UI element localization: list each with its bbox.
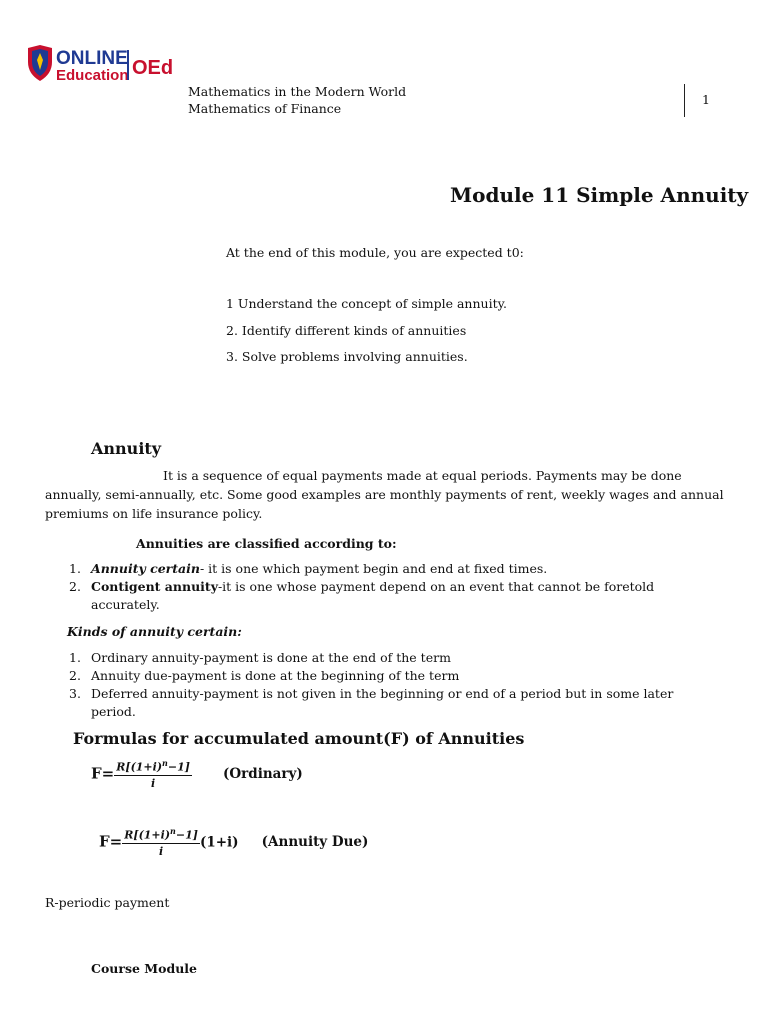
classification-list bbox=[69, 560, 721, 614]
objectives-intro: At the end of this module, you are expected t0: bbox=[226, 245, 524, 260]
kinds-list bbox=[69, 649, 721, 721]
formulas-heading: Formulas for accumulated amount(F) of Annuities bbox=[73, 729, 525, 748]
objective-item: 3. Solve problems involving annuities. bbox=[226, 349, 468, 364]
annuity-due-label: (Annuity Due) bbox=[261, 834, 369, 851]
annuity-due-formula: F= $\frac{R[(1+i)^n-1]}{i}$ (1+i) (Annuity Due) bbox=[99, 826, 369, 858]
annuity-definition: It is a sequence of equal payments made at equal periods. Payments may be done annually, semi-annually, etc. Some good examples are monthly payments of rent, weekly wages and annual premiums on life insurance policy. bbox=[45, 468, 724, 521]
header-course: Mathematics in the Modern World bbox=[188, 84, 407, 99]
page-number-divider bbox=[684, 84, 685, 117]
kinds-heading: Kinds of annuity certain: bbox=[67, 624, 242, 639]
list-item: 2. Annuity due-payment is done at the beginning of the term bbox=[69, 668, 460, 683]
course-module-footer: Course Module bbox=[91, 961, 198, 976]
formula-fraction: $\frac{R[(1+i)^n-1]}{i}$ bbox=[116, 758, 190, 790]
list-item: 3. Deferred annuity-payment is not given in the beginning or end of a period but in some later period. bbox=[69, 686, 674, 719]
formula-fraction: $\frac{R[(1+i)^n-1]}{i}$ bbox=[124, 826, 198, 858]
page-number: 1 bbox=[702, 92, 710, 107]
header-topic: Mathematics of Finance bbox=[188, 101, 342, 116]
online-education-logo bbox=[24, 44, 176, 84]
list-item: 1. Ordinary annuity-payment is done at the end of the term bbox=[69, 650, 451, 665]
logo-education-text: Education bbox=[56, 67, 129, 84]
module-title: Module 11 Simple Annuity bbox=[450, 183, 749, 207]
r-definition: R-periodic payment bbox=[45, 895, 170, 910]
list-item: 2. Contigent annuity-it is one whose payment depend on an event that cannot be foretold accurately. bbox=[69, 579, 655, 612]
ordinary-formula: F= $\frac{R[(1+i)^n-1]}{i}$ (Ordinary) bbox=[91, 758, 303, 790]
objective-item: 2. Identify different kinds of annuities bbox=[226, 323, 467, 338]
ordinary-label: (Ordinary) bbox=[223, 766, 303, 783]
list-item: 1. Annuity certain- it is one which payment begin and end at fixed times. bbox=[69, 561, 548, 576]
classification-heading: Annuities are classified according to: bbox=[136, 536, 397, 551]
annuity-heading: Annuity bbox=[91, 439, 162, 458]
logo-online-text: ONLINE bbox=[56, 48, 128, 69]
objective-item: 1 Understand the concept of simple annuity. bbox=[226, 296, 507, 311]
logo-oed-text: OEd bbox=[132, 57, 174, 79]
shield-icon bbox=[28, 45, 52, 81]
